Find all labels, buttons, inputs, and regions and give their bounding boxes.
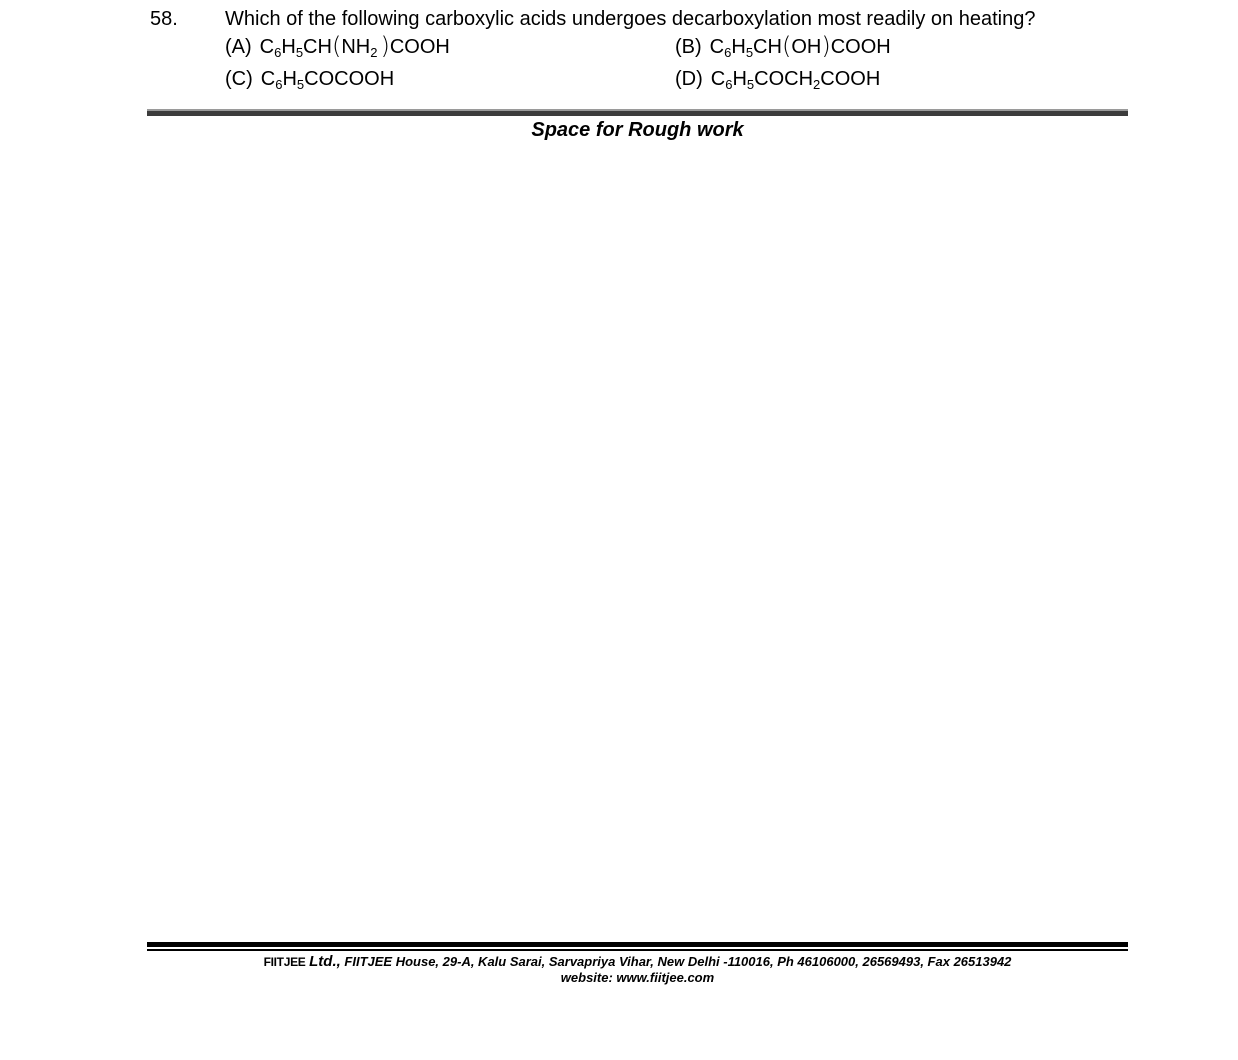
option-b-formula: $C_6H_5CH(OH)COOH$ (709, 32, 891, 60)
option-b[interactable] (675, 33, 891, 60)
footer-ltd: Ltd., (309, 953, 341, 970)
top-divider (147, 109, 1128, 116)
option-a-formula: $C_6H_5CH(NH_2$ )COOH (259, 32, 450, 60)
option-c-formula: $C_6H_5COCOOH$ (260, 68, 395, 92)
option-a-label: (A) (225, 36, 252, 58)
footer (147, 954, 1128, 986)
bottom-divider (147, 942, 1128, 951)
question-text: Which of the following carboxylic acids undergoes decarboxylation most readily on heating? (225, 8, 1036, 30)
option-d-label: (D) (675, 68, 703, 90)
option-d-formula: $C_6H_5COCH_2COOH$ (710, 68, 881, 92)
footer-address: FIITJEE House, 29-A, Kalu Sarai, Sarvapriya Vihar, New Delhi -110016, Ph 46106000, 26569493, Fax 26513942 (344, 954, 1012, 969)
option-b-label: (B) (675, 36, 702, 58)
option-a[interactable] (225, 33, 450, 60)
footer-brand: FIITJEE (263, 955, 306, 969)
footer-website: website: www.fiitjee.com (560, 970, 715, 985)
option-c[interactable] (225, 66, 394, 92)
rough-work-heading: Space for Rough work (531, 119, 744, 141)
question-number: 58. (150, 8, 178, 30)
footer-address-line (147, 954, 1128, 970)
rough-work-area[interactable] (147, 146, 1128, 936)
option-d[interactable] (675, 66, 880, 92)
option-c-label: (C) (225, 68, 253, 90)
